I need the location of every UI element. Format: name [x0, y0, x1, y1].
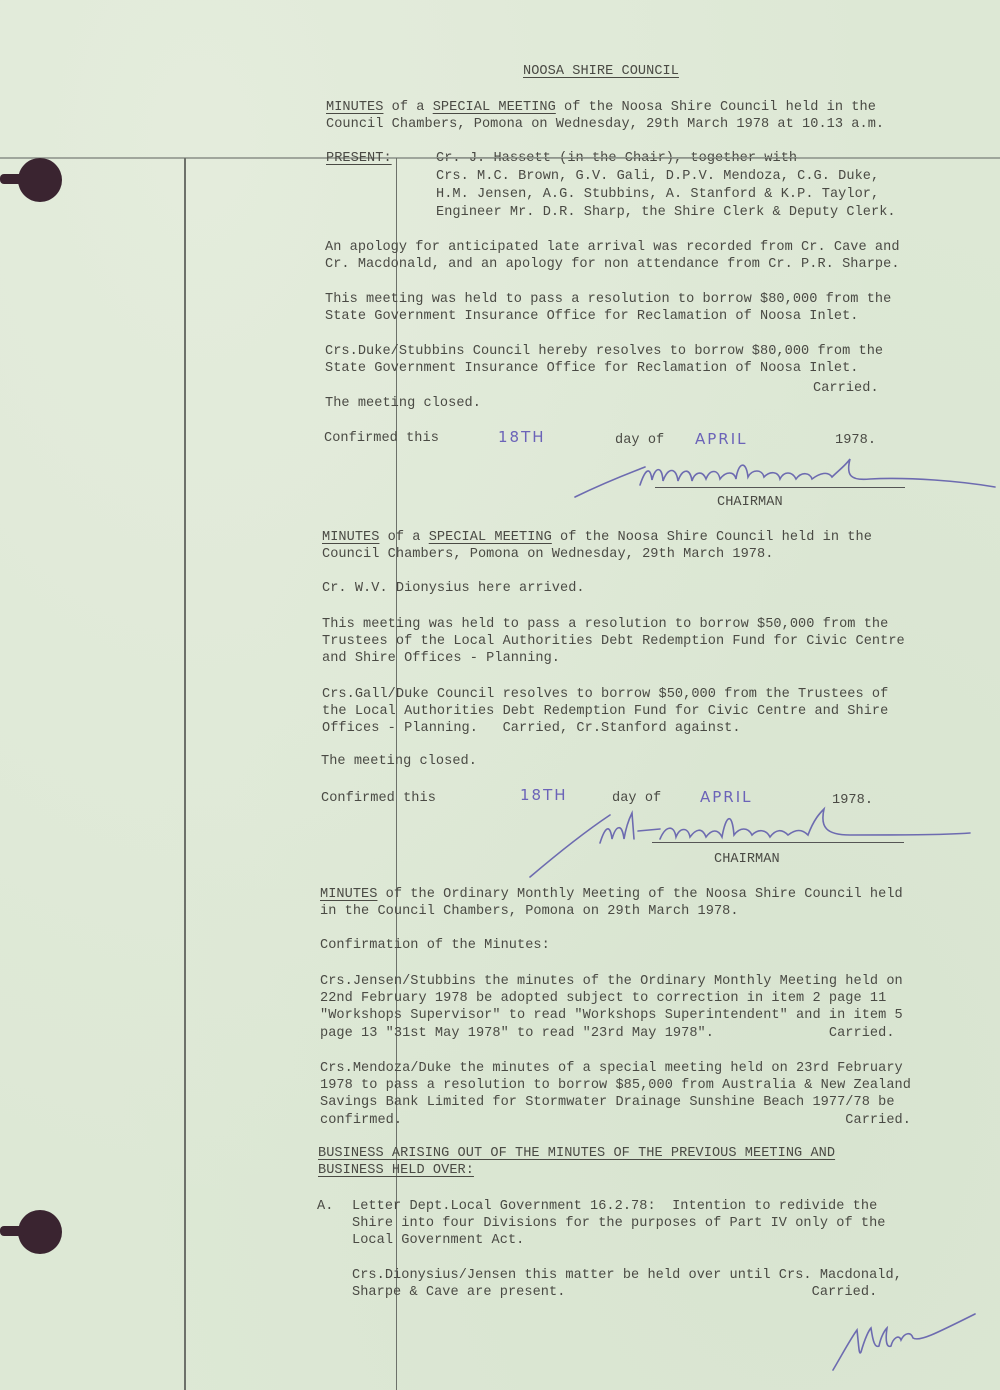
item-marker: A.	[317, 1199, 334, 1214]
motion-line: Crs.Jensen/Stubbins the minutes of the Ordinary Monthly Meeting held on	[320, 974, 903, 989]
item-resolution-line: Sharpe & Cave are present. Carried.	[352, 1285, 878, 1300]
carried-label: Carried.	[813, 381, 879, 396]
handwritten-day: 18TH	[498, 428, 546, 446]
chairman-label: CHAIRMAN	[717, 495, 783, 510]
meeting1-heading-line2: Council Chambers, Pomona on Wednesday, 29th March 1978 at 10.13 a.m.	[326, 117, 885, 132]
purpose-line: This meeting was held to pass a resolution to borrow $80,000 from the	[325, 292, 892, 307]
resolution-line: State Government Insurance Office for Reclamation of Noosa Inlet.	[325, 361, 859, 376]
present-label: PRESENT:	[326, 151, 392, 166]
chairman-signature	[570, 455, 1000, 505]
day-of-label: day of	[615, 433, 665, 448]
present-line: Engineer Mr. D.R. Sharp, the Shire Clerk & Deputy Clerk.	[436, 205, 896, 220]
resolution-line: Offices - Planning. Carried, Cr.Stanford against.	[322, 721, 741, 736]
apology-line: Cr. Macdonald, and an apology for non attendance from Cr. P.R. Sharpe.	[325, 257, 900, 272]
confirmed-year: 1978.	[832, 793, 874, 808]
item-resolution-line: Crs.Dionysius/Jensen this matter be held over until Crs. Macdonald,	[352, 1268, 902, 1283]
business-heading: BUSINESS HELD OVER:	[318, 1163, 474, 1178]
present-line: Crs. M.C. Brown, G.V. Gali, D.P.V. Mendoza, C.G. Duke,	[436, 169, 880, 184]
resolution-line: Crs.Duke/Stubbins Council hereby resolves to borrow $80,000 from the	[325, 344, 884, 359]
item-line: Letter Dept.Local Government 16.2.78: Intention to redivide the	[352, 1199, 878, 1214]
initials-signature	[825, 1308, 985, 1373]
item-line: Shire into four Divisions for the purposes of Part IV only of the	[352, 1216, 886, 1231]
business-heading: BUSINESS ARISING OUT OF THE MINUTES OF THE PREVIOUS MEETING AND	[318, 1146, 836, 1161]
motion-line: "Workshops Supervisor" to read "Workshops Superintendent" and in item 5	[320, 1008, 903, 1023]
confirmed-year: 1978.	[835, 433, 877, 448]
meeting2-heading-line1: MINUTES of a SPECIAL MEETING of the Noosa Shire Council held in the	[322, 530, 872, 545]
motion-line: Crs.Mendoza/Duke the minutes of a special meeting held on 23rd February	[320, 1061, 903, 1076]
purpose-line: Trustees of the Local Authorities Debt Redemption Fund for Civic Centre	[322, 634, 905, 649]
motion-line: 1978 to pass a resolution to borrow $85,000 from Australia & New Zealand	[320, 1078, 911, 1093]
purpose-line: This meeting was held to pass a resolution to borrow $50,000 from the	[322, 617, 889, 632]
resolution-line: Crs.Gall/Duke Council resolves to borrow $50,000 from the Trustees of	[322, 687, 889, 702]
confirmed-label: Confirmed this	[324, 431, 439, 446]
chairman-label: CHAIRMAN	[714, 852, 780, 867]
purpose-line: State Government Insurance Office for Reclamation of Noosa Inlet.	[325, 309, 859, 324]
motion-line: confirmed. Carried.	[320, 1113, 911, 1128]
meeting-closed: The meeting closed.	[321, 754, 477, 769]
item-line: Local Government Act.	[352, 1233, 525, 1248]
punch-hole-icon	[18, 158, 62, 202]
arrival-note: Cr. W.V. Dionysius here arrived.	[322, 581, 585, 596]
resolution-line: the Local Authorities Debt Redemption Fund for Civic Centre and Shire	[322, 704, 889, 719]
meeting2-heading-line2: Council Chambers, Pomona on Wednesday, 29th March 1978.	[322, 547, 774, 562]
handwritten-month: APRIL	[695, 430, 748, 448]
apology-line: An apology for anticipated late arrival was recorded from Cr. Cave and	[325, 240, 900, 255]
ordinary-heading-line2: in the Council Chambers, Pomona on 29th March 1978.	[320, 904, 739, 919]
day-of-label: day of	[612, 791, 662, 806]
purpose-line: and Shire Offices - Planning.	[322, 651, 561, 666]
handwritten-month: APRIL	[700, 788, 753, 806]
signature-line	[655, 487, 905, 488]
present-line: Cr. J. Hassett (in the Chair), together with	[436, 151, 798, 166]
meeting1-heading-line1: MINUTES of a SPECIAL MEETING of the Noosa Shire Council held in the	[326, 100, 876, 115]
ordinary-heading-line1: MINUTES of the Ordinary Monthly Meeting of the Noosa Shire Council held	[320, 887, 903, 902]
motion-line: Savings Bank Limited for Stormwater Drainage Sunshine Beach 1977/78 be	[320, 1095, 895, 1110]
meeting-closed: The meeting closed.	[325, 396, 481, 411]
handwritten-day: 18TH	[520, 786, 568, 804]
confirmation-heading: Confirmation of the Minutes:	[320, 938, 550, 953]
motion-line: page 13 "31st May 1978" to read "23rd May 1978". Carried.	[320, 1026, 895, 1041]
margin-line-left	[184, 158, 186, 1390]
signature-line	[652, 842, 904, 843]
document-title: NOOSA SHIRE COUNCIL	[523, 64, 679, 79]
confirmed-label: Confirmed this	[321, 791, 436, 806]
chairman-signature	[520, 805, 980, 885]
motion-line: 22nd February 1978 be adopted subject to correction in item 2 page 11	[320, 991, 887, 1006]
present-line: H.M. Jensen, A.G. Stubbins, A. Stanford & K.P. Taylor,	[436, 187, 880, 202]
punch-hole-icon	[18, 1210, 62, 1254]
